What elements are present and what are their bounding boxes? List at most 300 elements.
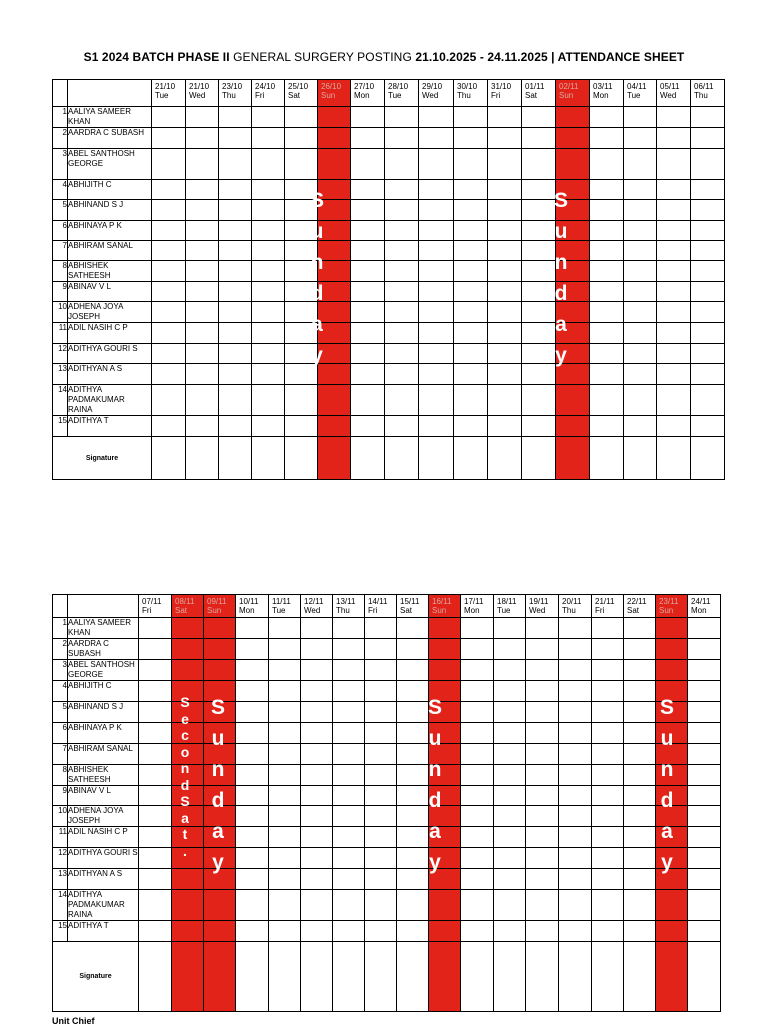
attendance-cell[interactable] <box>397 890 429 921</box>
attendance-cell[interactable] <box>526 702 559 723</box>
attendance-cell[interactable] <box>494 744 526 765</box>
attendance-cell[interactable] <box>269 827 301 848</box>
attendance-cell[interactable] <box>656 639 688 660</box>
attendance-cell[interactable] <box>429 921 461 942</box>
attendance-cell[interactable] <box>236 765 269 786</box>
attendance-cell[interactable] <box>494 848 526 869</box>
attendance-cell[interactable] <box>419 385 454 416</box>
attendance-cell[interactable] <box>172 618 204 639</box>
attendance-cell[interactable] <box>152 200 186 221</box>
attendance-cell[interactable] <box>559 702 592 723</box>
signature-cell[interactable] <box>592 942 624 1012</box>
attendance-cell[interactable] <box>592 744 624 765</box>
attendance-cell[interactable] <box>152 416 186 437</box>
attendance-cell[interactable] <box>526 765 559 786</box>
attendance-cell[interactable] <box>688 660 721 681</box>
attendance-cell[interactable] <box>461 639 494 660</box>
attendance-cell[interactable] <box>461 921 494 942</box>
attendance-cell[interactable] <box>186 128 219 149</box>
attendance-cell[interactable] <box>139 660 172 681</box>
attendance-cell[interactable] <box>351 107 385 128</box>
attendance-cell[interactable] <box>688 681 721 702</box>
attendance-cell[interactable] <box>559 786 592 806</box>
attendance-cell[interactable] <box>657 180 691 200</box>
attendance-cell[interactable] <box>269 660 301 681</box>
attendance-cell[interactable] <box>301 681 333 702</box>
signature-cell[interactable] <box>461 942 494 1012</box>
attendance-cell[interactable] <box>365 786 397 806</box>
attendance-cell[interactable] <box>252 149 285 180</box>
attendance-cell[interactable] <box>419 241 454 261</box>
attendance-cell[interactable] <box>526 786 559 806</box>
attendance-cell[interactable] <box>301 618 333 639</box>
attendance-cell[interactable] <box>318 385 351 416</box>
signature-cell[interactable] <box>385 437 419 480</box>
attendance-cell[interactable] <box>429 890 461 921</box>
attendance-cell[interactable] <box>172 869 204 890</box>
attendance-cell[interactable] <box>333 869 365 890</box>
attendance-cell[interactable] <box>592 639 624 660</box>
attendance-cell[interactable] <box>526 660 559 681</box>
attendance-cell[interactable] <box>559 806 592 827</box>
attendance-cell[interactable] <box>385 241 419 261</box>
attendance-cell[interactable] <box>301 765 333 786</box>
attendance-cell[interactable] <box>461 806 494 827</box>
attendance-cell[interactable] <box>488 149 522 180</box>
attendance-cell[interactable] <box>333 765 365 786</box>
attendance-cell[interactable] <box>333 639 365 660</box>
attendance-cell[interactable] <box>385 261 419 282</box>
attendance-cell[interactable] <box>186 221 219 241</box>
signature-cell[interactable] <box>269 942 301 1012</box>
attendance-cell[interactable] <box>301 848 333 869</box>
attendance-cell[interactable] <box>624 890 656 921</box>
attendance-cell[interactable] <box>152 221 186 241</box>
attendance-cell[interactable] <box>454 128 488 149</box>
signature-cell[interactable] <box>624 942 656 1012</box>
attendance-cell[interactable] <box>269 744 301 765</box>
attendance-cell[interactable] <box>204 618 236 639</box>
signature-cell[interactable] <box>494 942 526 1012</box>
attendance-cell[interactable] <box>454 241 488 261</box>
attendance-cell[interactable] <box>385 221 419 241</box>
attendance-cell[interactable] <box>488 107 522 128</box>
attendance-cell[interactable] <box>592 723 624 744</box>
attendance-cell[interactable] <box>219 323 252 344</box>
attendance-cell[interactable] <box>590 221 624 241</box>
attendance-cell[interactable] <box>657 128 691 149</box>
attendance-cell[interactable] <box>494 786 526 806</box>
attendance-cell[interactable] <box>365 827 397 848</box>
attendance-cell[interactable] <box>236 723 269 744</box>
attendance-cell[interactable] <box>461 869 494 890</box>
attendance-cell[interactable] <box>454 149 488 180</box>
attendance-cell[interactable] <box>657 323 691 344</box>
attendance-cell[interactable] <box>365 848 397 869</box>
attendance-cell[interactable] <box>252 261 285 282</box>
attendance-cell[interactable] <box>385 323 419 344</box>
attendance-cell[interactable] <box>351 200 385 221</box>
attendance-cell[interactable] <box>219 416 252 437</box>
attendance-cell[interactable] <box>454 302 488 323</box>
attendance-cell[interactable] <box>657 107 691 128</box>
attendance-cell[interactable] <box>454 385 488 416</box>
attendance-cell[interactable] <box>152 364 186 385</box>
attendance-cell[interactable] <box>494 618 526 639</box>
attendance-cell[interactable] <box>252 323 285 344</box>
attendance-cell[interactable] <box>592 765 624 786</box>
attendance-cell[interactable] <box>526 921 559 942</box>
attendance-cell[interactable] <box>252 241 285 261</box>
attendance-cell[interactable] <box>351 416 385 437</box>
attendance-cell[interactable] <box>454 282 488 302</box>
attendance-cell[interactable] <box>333 660 365 681</box>
attendance-cell[interactable] <box>691 416 725 437</box>
attendance-cell[interactable] <box>592 921 624 942</box>
attendance-cell[interactable] <box>301 723 333 744</box>
attendance-cell[interactable] <box>691 282 725 302</box>
attendance-cell[interactable] <box>419 200 454 221</box>
attendance-cell[interactable] <box>219 261 252 282</box>
attendance-cell[interactable] <box>269 890 301 921</box>
attendance-cell[interactable] <box>419 364 454 385</box>
attendance-cell[interactable] <box>624 385 657 416</box>
attendance-cell[interactable] <box>269 765 301 786</box>
attendance-cell[interactable] <box>269 921 301 942</box>
attendance-cell[interactable] <box>351 302 385 323</box>
attendance-cell[interactable] <box>139 848 172 869</box>
attendance-cell[interactable] <box>285 107 318 128</box>
attendance-cell[interactable] <box>691 323 725 344</box>
attendance-cell[interactable] <box>592 869 624 890</box>
attendance-cell[interactable] <box>461 890 494 921</box>
attendance-cell[interactable] <box>657 221 691 241</box>
signature-cell[interactable] <box>454 437 488 480</box>
attendance-cell[interactable] <box>186 364 219 385</box>
attendance-cell[interactable] <box>429 618 461 639</box>
attendance-cell[interactable] <box>526 723 559 744</box>
attendance-cell[interactable] <box>522 416 556 437</box>
attendance-cell[interactable] <box>252 200 285 221</box>
attendance-cell[interactable] <box>333 681 365 702</box>
attendance-cell[interactable] <box>365 681 397 702</box>
attendance-cell[interactable] <box>526 848 559 869</box>
attendance-cell[interactable] <box>397 921 429 942</box>
signature-cell[interactable] <box>488 437 522 480</box>
attendance-cell[interactable] <box>429 639 461 660</box>
attendance-cell[interactable] <box>488 344 522 364</box>
attendance-cell[interactable] <box>333 827 365 848</box>
attendance-cell[interactable] <box>204 921 236 942</box>
attendance-cell[interactable] <box>624 618 656 639</box>
attendance-cell[interactable] <box>590 261 624 282</box>
signature-cell[interactable] <box>152 437 186 480</box>
attendance-cell[interactable] <box>556 416 590 437</box>
attendance-cell[interactable] <box>556 128 590 149</box>
attendance-cell[interactable] <box>152 149 186 180</box>
attendance-cell[interactable] <box>461 702 494 723</box>
signature-cell[interactable] <box>204 942 236 1012</box>
attendance-cell[interactable] <box>419 323 454 344</box>
attendance-cell[interactable] <box>186 107 219 128</box>
attendance-cell[interactable] <box>657 261 691 282</box>
attendance-cell[interactable] <box>385 282 419 302</box>
attendance-cell[interactable] <box>590 200 624 221</box>
attendance-cell[interactable] <box>419 221 454 241</box>
attendance-cell[interactable] <box>522 107 556 128</box>
attendance-cell[interactable] <box>139 786 172 806</box>
attendance-cell[interactable] <box>318 107 351 128</box>
attendance-cell[interactable] <box>285 128 318 149</box>
attendance-cell[interactable] <box>526 806 559 827</box>
attendance-cell[interactable] <box>657 385 691 416</box>
attendance-cell[interactable] <box>351 344 385 364</box>
attendance-cell[interactable] <box>186 302 219 323</box>
attendance-cell[interactable] <box>219 107 252 128</box>
attendance-cell[interactable] <box>236 744 269 765</box>
attendance-cell[interactable] <box>351 221 385 241</box>
attendance-cell[interactable] <box>419 282 454 302</box>
attendance-cell[interactable] <box>385 128 419 149</box>
attendance-cell[interactable] <box>656 890 688 921</box>
attendance-cell[interactable] <box>488 180 522 200</box>
attendance-cell[interactable] <box>139 827 172 848</box>
attendance-cell[interactable] <box>139 681 172 702</box>
attendance-cell[interactable] <box>556 149 590 180</box>
attendance-cell[interactable] <box>494 660 526 681</box>
attendance-cell[interactable] <box>152 344 186 364</box>
attendance-cell[interactable] <box>333 618 365 639</box>
attendance-cell[interactable] <box>522 128 556 149</box>
attendance-cell[interactable] <box>624 639 656 660</box>
attendance-cell[interactable] <box>624 921 656 942</box>
attendance-cell[interactable] <box>172 639 204 660</box>
attendance-cell[interactable] <box>419 302 454 323</box>
attendance-cell[interactable] <box>488 302 522 323</box>
attendance-cell[interactable] <box>461 723 494 744</box>
attendance-cell[interactable] <box>219 200 252 221</box>
signature-cell[interactable] <box>656 942 688 1012</box>
attendance-cell[interactable] <box>522 385 556 416</box>
attendance-cell[interactable] <box>385 149 419 180</box>
attendance-cell[interactable] <box>657 200 691 221</box>
attendance-cell[interactable] <box>526 618 559 639</box>
attendance-cell[interactable] <box>526 890 559 921</box>
attendance-cell[interactable] <box>333 786 365 806</box>
attendance-cell[interactable] <box>152 107 186 128</box>
attendance-cell[interactable] <box>186 282 219 302</box>
signature-cell[interactable] <box>526 942 559 1012</box>
attendance-cell[interactable] <box>139 702 172 723</box>
attendance-cell[interactable] <box>351 282 385 302</box>
attendance-cell[interactable] <box>592 890 624 921</box>
attendance-cell[interactable] <box>454 416 488 437</box>
attendance-cell[interactable] <box>385 302 419 323</box>
attendance-cell[interactable] <box>252 416 285 437</box>
attendance-cell[interactable] <box>219 128 252 149</box>
attendance-cell[interactable] <box>494 765 526 786</box>
attendance-cell[interactable] <box>592 660 624 681</box>
attendance-cell[interactable] <box>186 323 219 344</box>
attendance-cell[interactable] <box>219 221 252 241</box>
attendance-cell[interactable] <box>688 639 721 660</box>
attendance-cell[interactable] <box>333 890 365 921</box>
attendance-cell[interactable] <box>204 660 236 681</box>
attendance-cell[interactable] <box>269 702 301 723</box>
attendance-cell[interactable] <box>691 364 725 385</box>
attendance-cell[interactable] <box>269 681 301 702</box>
attendance-cell[interactable] <box>139 765 172 786</box>
attendance-cell[interactable] <box>526 681 559 702</box>
attendance-cell[interactable] <box>691 241 725 261</box>
attendance-cell[interactable] <box>488 385 522 416</box>
attendance-cell[interactable] <box>624 261 657 282</box>
attendance-cell[interactable] <box>236 786 269 806</box>
attendance-cell[interactable] <box>559 639 592 660</box>
attendance-cell[interactable] <box>219 364 252 385</box>
attendance-cell[interactable] <box>269 806 301 827</box>
attendance-cell[interactable] <box>688 723 721 744</box>
attendance-cell[interactable] <box>657 302 691 323</box>
attendance-cell[interactable] <box>269 786 301 806</box>
attendance-cell[interactable] <box>269 848 301 869</box>
attendance-cell[interactable] <box>657 282 691 302</box>
attendance-cell[interactable] <box>333 702 365 723</box>
attendance-cell[interactable] <box>688 921 721 942</box>
attendance-cell[interactable] <box>688 848 721 869</box>
attendance-cell[interactable] <box>385 385 419 416</box>
signature-cell[interactable] <box>301 942 333 1012</box>
attendance-cell[interactable] <box>454 364 488 385</box>
attendance-cell[interactable] <box>494 827 526 848</box>
attendance-cell[interactable] <box>688 786 721 806</box>
attendance-cell[interactable] <box>657 364 691 385</box>
attendance-cell[interactable] <box>526 639 559 660</box>
attendance-cell[interactable] <box>385 180 419 200</box>
attendance-cell[interactable] <box>494 869 526 890</box>
attendance-cell[interactable] <box>526 827 559 848</box>
attendance-cell[interactable] <box>559 618 592 639</box>
attendance-cell[interactable] <box>590 344 624 364</box>
signature-cell[interactable] <box>139 942 172 1012</box>
attendance-cell[interactable] <box>285 416 318 437</box>
attendance-cell[interactable] <box>139 921 172 942</box>
attendance-cell[interactable] <box>333 848 365 869</box>
attendance-cell[interactable] <box>252 221 285 241</box>
attendance-cell[interactable] <box>351 128 385 149</box>
attendance-cell[interactable] <box>657 149 691 180</box>
signature-cell[interactable] <box>624 437 657 480</box>
attendance-cell[interactable] <box>186 149 219 180</box>
attendance-cell[interactable] <box>494 723 526 744</box>
attendance-cell[interactable] <box>186 180 219 200</box>
attendance-cell[interactable] <box>365 702 397 723</box>
attendance-cell[interactable] <box>461 765 494 786</box>
attendance-cell[interactable] <box>624 149 657 180</box>
attendance-cell[interactable] <box>590 364 624 385</box>
attendance-cell[interactable] <box>454 107 488 128</box>
attendance-cell[interactable] <box>385 344 419 364</box>
attendance-cell[interactable] <box>365 806 397 827</box>
attendance-cell[interactable] <box>691 200 725 221</box>
attendance-cell[interactable] <box>285 149 318 180</box>
attendance-cell[interactable] <box>152 128 186 149</box>
attendance-cell[interactable] <box>688 765 721 786</box>
attendance-cell[interactable] <box>691 344 725 364</box>
attendance-cell[interactable] <box>397 618 429 639</box>
attendance-cell[interactable] <box>559 681 592 702</box>
attendance-cell[interactable] <box>624 364 657 385</box>
signature-cell[interactable] <box>419 437 454 480</box>
attendance-cell[interactable] <box>559 765 592 786</box>
attendance-cell[interactable] <box>365 869 397 890</box>
attendance-cell[interactable] <box>590 385 624 416</box>
attendance-cell[interactable] <box>624 344 657 364</box>
attendance-cell[interactable] <box>236 869 269 890</box>
attendance-cell[interactable] <box>152 323 186 344</box>
attendance-cell[interactable] <box>494 681 526 702</box>
attendance-cell[interactable] <box>688 744 721 765</box>
attendance-cell[interactable] <box>204 890 236 921</box>
attendance-cell[interactable] <box>559 827 592 848</box>
signature-cell[interactable] <box>172 942 204 1012</box>
attendance-cell[interactable] <box>139 869 172 890</box>
attendance-cell[interactable] <box>494 702 526 723</box>
attendance-cell[interactable] <box>656 660 688 681</box>
attendance-cell[interactable] <box>488 364 522 385</box>
attendance-cell[interactable] <box>186 241 219 261</box>
attendance-cell[interactable] <box>385 200 419 221</box>
attendance-cell[interactable] <box>419 180 454 200</box>
signature-cell[interactable] <box>236 942 269 1012</box>
attendance-cell[interactable] <box>152 302 186 323</box>
attendance-cell[interactable] <box>624 660 656 681</box>
attendance-cell[interactable] <box>219 282 252 302</box>
attendance-cell[interactable] <box>590 149 624 180</box>
attendance-cell[interactable] <box>186 385 219 416</box>
attendance-cell[interactable] <box>488 416 522 437</box>
attendance-cell[interactable] <box>419 344 454 364</box>
attendance-cell[interactable] <box>624 241 657 261</box>
attendance-cell[interactable] <box>139 890 172 921</box>
attendance-cell[interactable] <box>592 827 624 848</box>
attendance-cell[interactable] <box>186 200 219 221</box>
attendance-cell[interactable] <box>461 848 494 869</box>
attendance-cell[interactable] <box>219 149 252 180</box>
attendance-cell[interactable] <box>186 344 219 364</box>
attendance-cell[interactable] <box>301 827 333 848</box>
attendance-cell[interactable] <box>318 128 351 149</box>
attendance-cell[interactable] <box>269 869 301 890</box>
attendance-cell[interactable] <box>236 890 269 921</box>
attendance-cell[interactable] <box>461 618 494 639</box>
attendance-cell[interactable] <box>691 128 725 149</box>
attendance-cell[interactable] <box>252 344 285 364</box>
attendance-cell[interactable] <box>657 344 691 364</box>
attendance-cell[interactable] <box>365 765 397 786</box>
attendance-cell[interactable] <box>526 869 559 890</box>
attendance-cell[interactable] <box>691 302 725 323</box>
attendance-cell[interactable] <box>236 681 269 702</box>
attendance-cell[interactable] <box>419 149 454 180</box>
attendance-cell[interactable] <box>559 723 592 744</box>
attendance-cell[interactable] <box>301 921 333 942</box>
attendance-cell[interactable] <box>236 827 269 848</box>
attendance-cell[interactable] <box>454 344 488 364</box>
attendance-cell[interactable] <box>152 261 186 282</box>
attendance-cell[interactable] <box>624 221 657 241</box>
attendance-cell[interactable] <box>592 618 624 639</box>
